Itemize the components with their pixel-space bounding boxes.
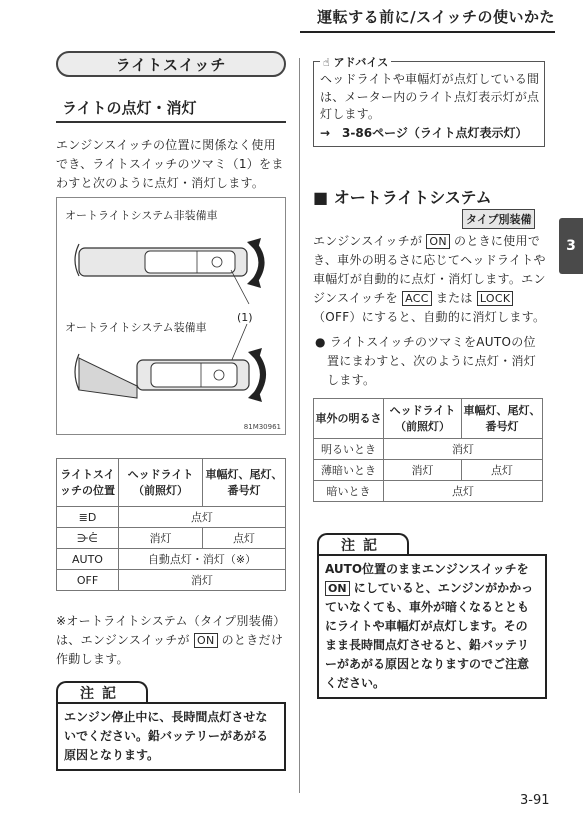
- table-row: [57, 507, 286, 528]
- auto-note-text-end: のときだけ作動します。: [56, 633, 284, 666]
- table-cell: 点灯: [384, 481, 543, 502]
- chapter-tab: 3: [559, 218, 583, 274]
- caution-text-part: にしていると、エンジンがかかっていなくても、車外が暗くなるとともにライトや車幅灯が点灯します。そのまま長時間点灯させると、鉛バッテリーがあがる原因となりますのでご注意ください。: [325, 581, 534, 690]
- auto-text-part: エンジンスイッチが: [313, 234, 423, 248]
- table-cell: 点灯: [119, 507, 286, 528]
- table-cell: 薄暗いとき: [314, 460, 384, 481]
- advice-title: [320, 54, 391, 70]
- table-cell: 消灯: [119, 570, 286, 591]
- key-on-label: ON: [426, 234, 450, 249]
- table-cell: 明るいとき: [314, 439, 384, 460]
- table-header: 車幅灯、尾灯、番号灯: [203, 459, 286, 507]
- key-lock-label: LOCK: [477, 291, 514, 306]
- table-cell: 暗いとき: [314, 481, 384, 502]
- section-title: ライトスイッチ: [56, 51, 286, 77]
- table-cell: AUTO: [57, 549, 119, 570]
- caution-text-part: AUTO位置のままエンジンスイッチを: [325, 562, 529, 576]
- hand-icon: ☝: [323, 56, 330, 69]
- table-row: [314, 460, 543, 481]
- table-header: 車外の明るさ: [314, 399, 384, 439]
- caution-title: 注記: [56, 681, 148, 703]
- auto-text-part: （OFF）にすると、自動的に消灯します。: [313, 310, 546, 324]
- table-cell: 消灯: [119, 528, 203, 549]
- table-header: 車幅灯、尾灯、番号灯: [462, 399, 543, 439]
- advice-title-text: アドバイス: [333, 56, 389, 69]
- column-divider: [299, 58, 300, 793]
- table-cell: ≣D: [57, 507, 119, 528]
- auto-note: [56, 612, 288, 669]
- table-row: [314, 481, 543, 502]
- intro-text: エンジンスイッチの位置に関係なく使用でき、ライトスイッチのツマミ（1）をまわすと次のように点灯・消灯します。: [56, 138, 284, 190]
- caution-text: エンジン停止中に、長時間点灯させないでください。鉛バッテリーがあがる原因となります。: [56, 702, 286, 771]
- auto-note-text: ※オートライトシステム（タイプ別装備）は、エンジンスイッチが: [56, 614, 286, 647]
- key-acc-label: ACC: [402, 291, 432, 306]
- table-row: [314, 439, 543, 460]
- type-badge: タイプ別装備: [462, 209, 535, 229]
- table-cell: 点灯: [203, 528, 286, 549]
- sub-heading-rule: [56, 121, 286, 123]
- caution-title: 注記: [317, 533, 409, 555]
- auto-bullet: ● ライトスイッチのツマミをAUTOの位置にまわすと、次のように点灯・消灯します。: [315, 335, 537, 387]
- auto-light-table: [313, 398, 543, 502]
- auto-text-part: または: [435, 291, 473, 305]
- auto-section-heading: ■ オートライトシステム: [313, 188, 492, 207]
- figure-callout: (1): [237, 311, 253, 324]
- light-switch-table: [56, 458, 286, 591]
- table-header: ライトスイッチの位置: [57, 459, 119, 507]
- key-on-label: ON: [325, 581, 350, 596]
- caution-text: [317, 554, 547, 699]
- figure-code: 81M30961: [243, 423, 281, 431]
- table-cell: 点灯: [462, 460, 543, 481]
- page-header: [300, 6, 555, 33]
- table-cell: 消灯: [384, 439, 543, 460]
- key-on-label: ON: [194, 633, 218, 648]
- page-number: 3-91: [520, 793, 550, 808]
- auto-section-text: [313, 232, 547, 327]
- table-cell: 消灯: [384, 460, 462, 481]
- table-cell: OFF: [57, 570, 119, 591]
- table-header: ヘッドライト（前照灯）: [384, 399, 462, 439]
- header-title: 運転する前に/スイッチの使いかた: [317, 8, 555, 26]
- table-header: ヘッドライト（前照灯）: [119, 459, 203, 507]
- table-cell: ⋺⋵: [57, 528, 119, 549]
- figure-label-without-auto: オートライトシステム非装備車: [65, 209, 218, 222]
- table-row: [57, 549, 286, 570]
- sub-heading: ライトの点灯・消灯: [62, 99, 197, 117]
- table-row: [57, 528, 286, 549]
- auto-text-part: のときに使用でき、車外の明るさに応じてヘッドライトや車幅灯が自動的に点灯・消灯します。エンジンスイッチを: [313, 234, 546, 305]
- table-cell: 自動点灯・消灯（※）: [119, 549, 286, 570]
- header-rule: [300, 31, 555, 33]
- figure-label-with-auto: オートライトシステム装備車: [65, 321, 207, 334]
- light-switch-figure: [56, 197, 286, 435]
- advice-reference: → 3-86ページ（ライト点灯表示灯）: [320, 126, 528, 140]
- advice-text: ヘッドライトや車幅灯が点灯している間は、メーター内のライト点灯表示灯が点灯します。: [320, 72, 540, 121]
- table-row: [57, 570, 286, 591]
